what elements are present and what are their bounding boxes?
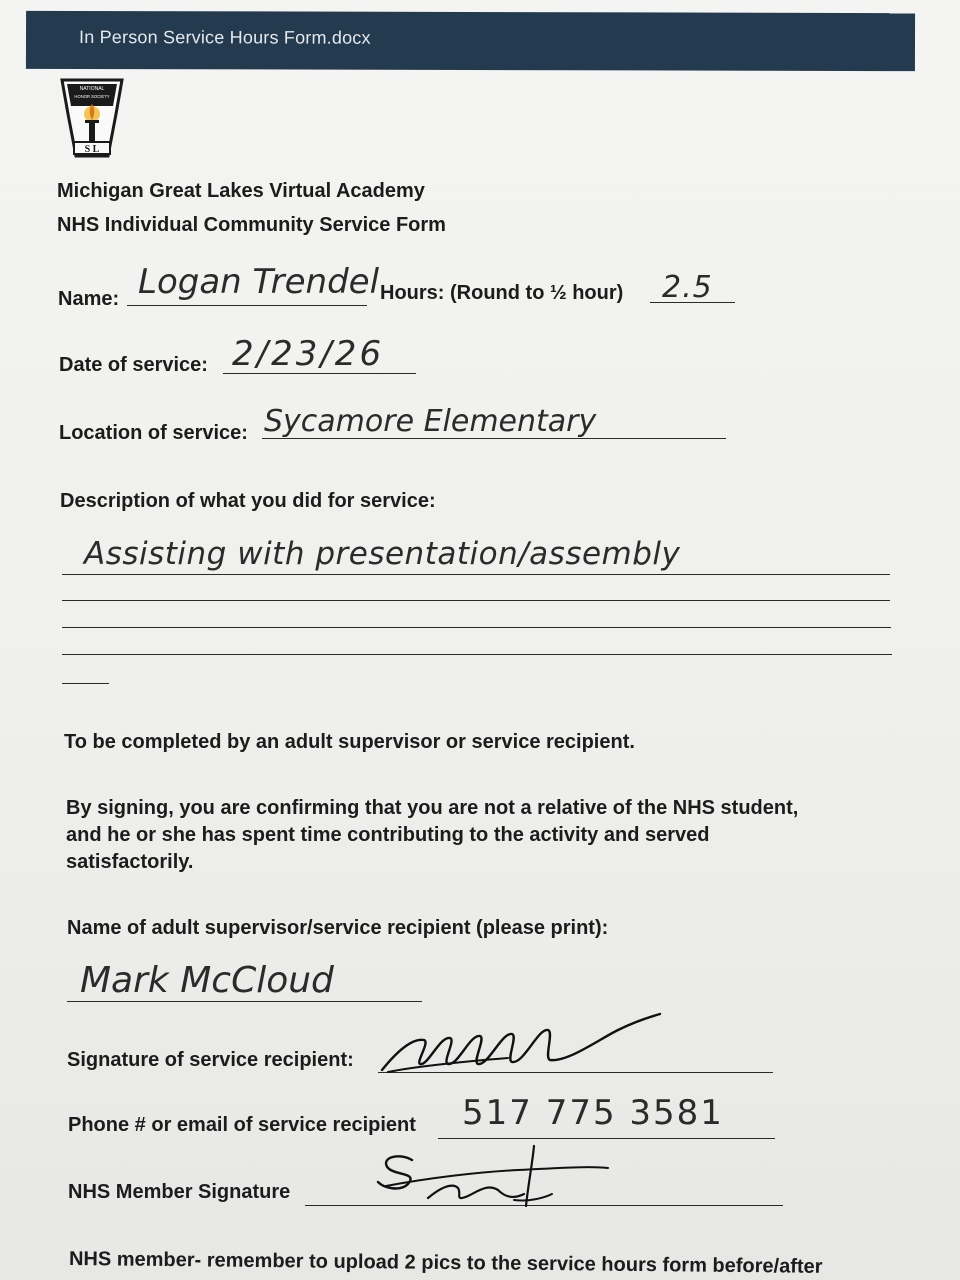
document-title-bar <box>26 11 915 71</box>
hours-label: Hours: (Round to ½ hour) <box>380 282 624 304</box>
logo-second-text: HONOR SOCIETY <box>74 94 110 99</box>
logo-letters: S L <box>84 144 100 155</box>
date-value: 2/23/26 <box>232 334 385 374</box>
contact-label: Phone # or email of service recipient <box>68 1114 416 1136</box>
supervisor-name-label: Name of adult supervisor/service recipient (please print): <box>67 917 609 939</box>
location-value: Sycamore Elementary <box>264 404 597 439</box>
footer-note: NHS member- remember to upload 2 pics to the service hours form before/after <box>68 1248 823 1278</box>
name-underline <box>127 305 367 306</box>
signature-label: Signature of service recipient: <box>67 1049 354 1071</box>
location-label: Location of service: <box>59 422 248 444</box>
logo-top-text: NATIONAL <box>79 86 105 92</box>
supervisor-name-underline <box>67 1001 422 1002</box>
member-signature-label: NHS Member Signature <box>68 1181 291 1203</box>
description-line-5 <box>62 683 109 684</box>
supervisor-heading: To be completed by an adult supervisor or service recipient. <box>64 731 635 753</box>
contact-value: 517 775 3581 <box>462 1093 724 1133</box>
school-name: Michigan Great Lakes Virtual Academy <box>57 180 425 202</box>
name-value: Logan Trendel <box>138 262 380 302</box>
description-value: Assisting with presentation/assembly <box>84 536 681 572</box>
hours-underline <box>650 302 735 303</box>
confirm-text-line-2: and he or she has spent time contributing to the activity and served <box>66 824 710 846</box>
nhs-keystone-logo-icon <box>56 76 128 162</box>
date-label: Date of service: <box>59 354 208 376</box>
recipient-signature-icon <box>378 1010 668 1075</box>
description-line-1 <box>62 574 890 575</box>
confirm-text-line-3: satisfactorily. <box>66 851 194 873</box>
hours-value: 2.5 <box>662 270 713 305</box>
contact-underline <box>438 1138 775 1139</box>
form-title: NHS Individual Community Service Form <box>57 214 446 236</box>
member-signature-icon <box>368 1142 618 1212</box>
description-label: Description of what you did for service: <box>60 490 436 512</box>
name-label: Name: <box>58 288 120 310</box>
date-underline <box>223 373 416 374</box>
description-line-3 <box>62 627 891 628</box>
document-filename: In Person Service Hours Form.docx <box>78 26 371 48</box>
confirm-text-line-1: By signing, you are confirming that you are not a relative of the NHS student, <box>66 797 799 819</box>
description-line-4 <box>62 654 892 655</box>
location-underline <box>262 438 726 439</box>
description-line-2 <box>62 600 890 601</box>
supervisor-name-value: Mark McCloud <box>80 960 334 1001</box>
